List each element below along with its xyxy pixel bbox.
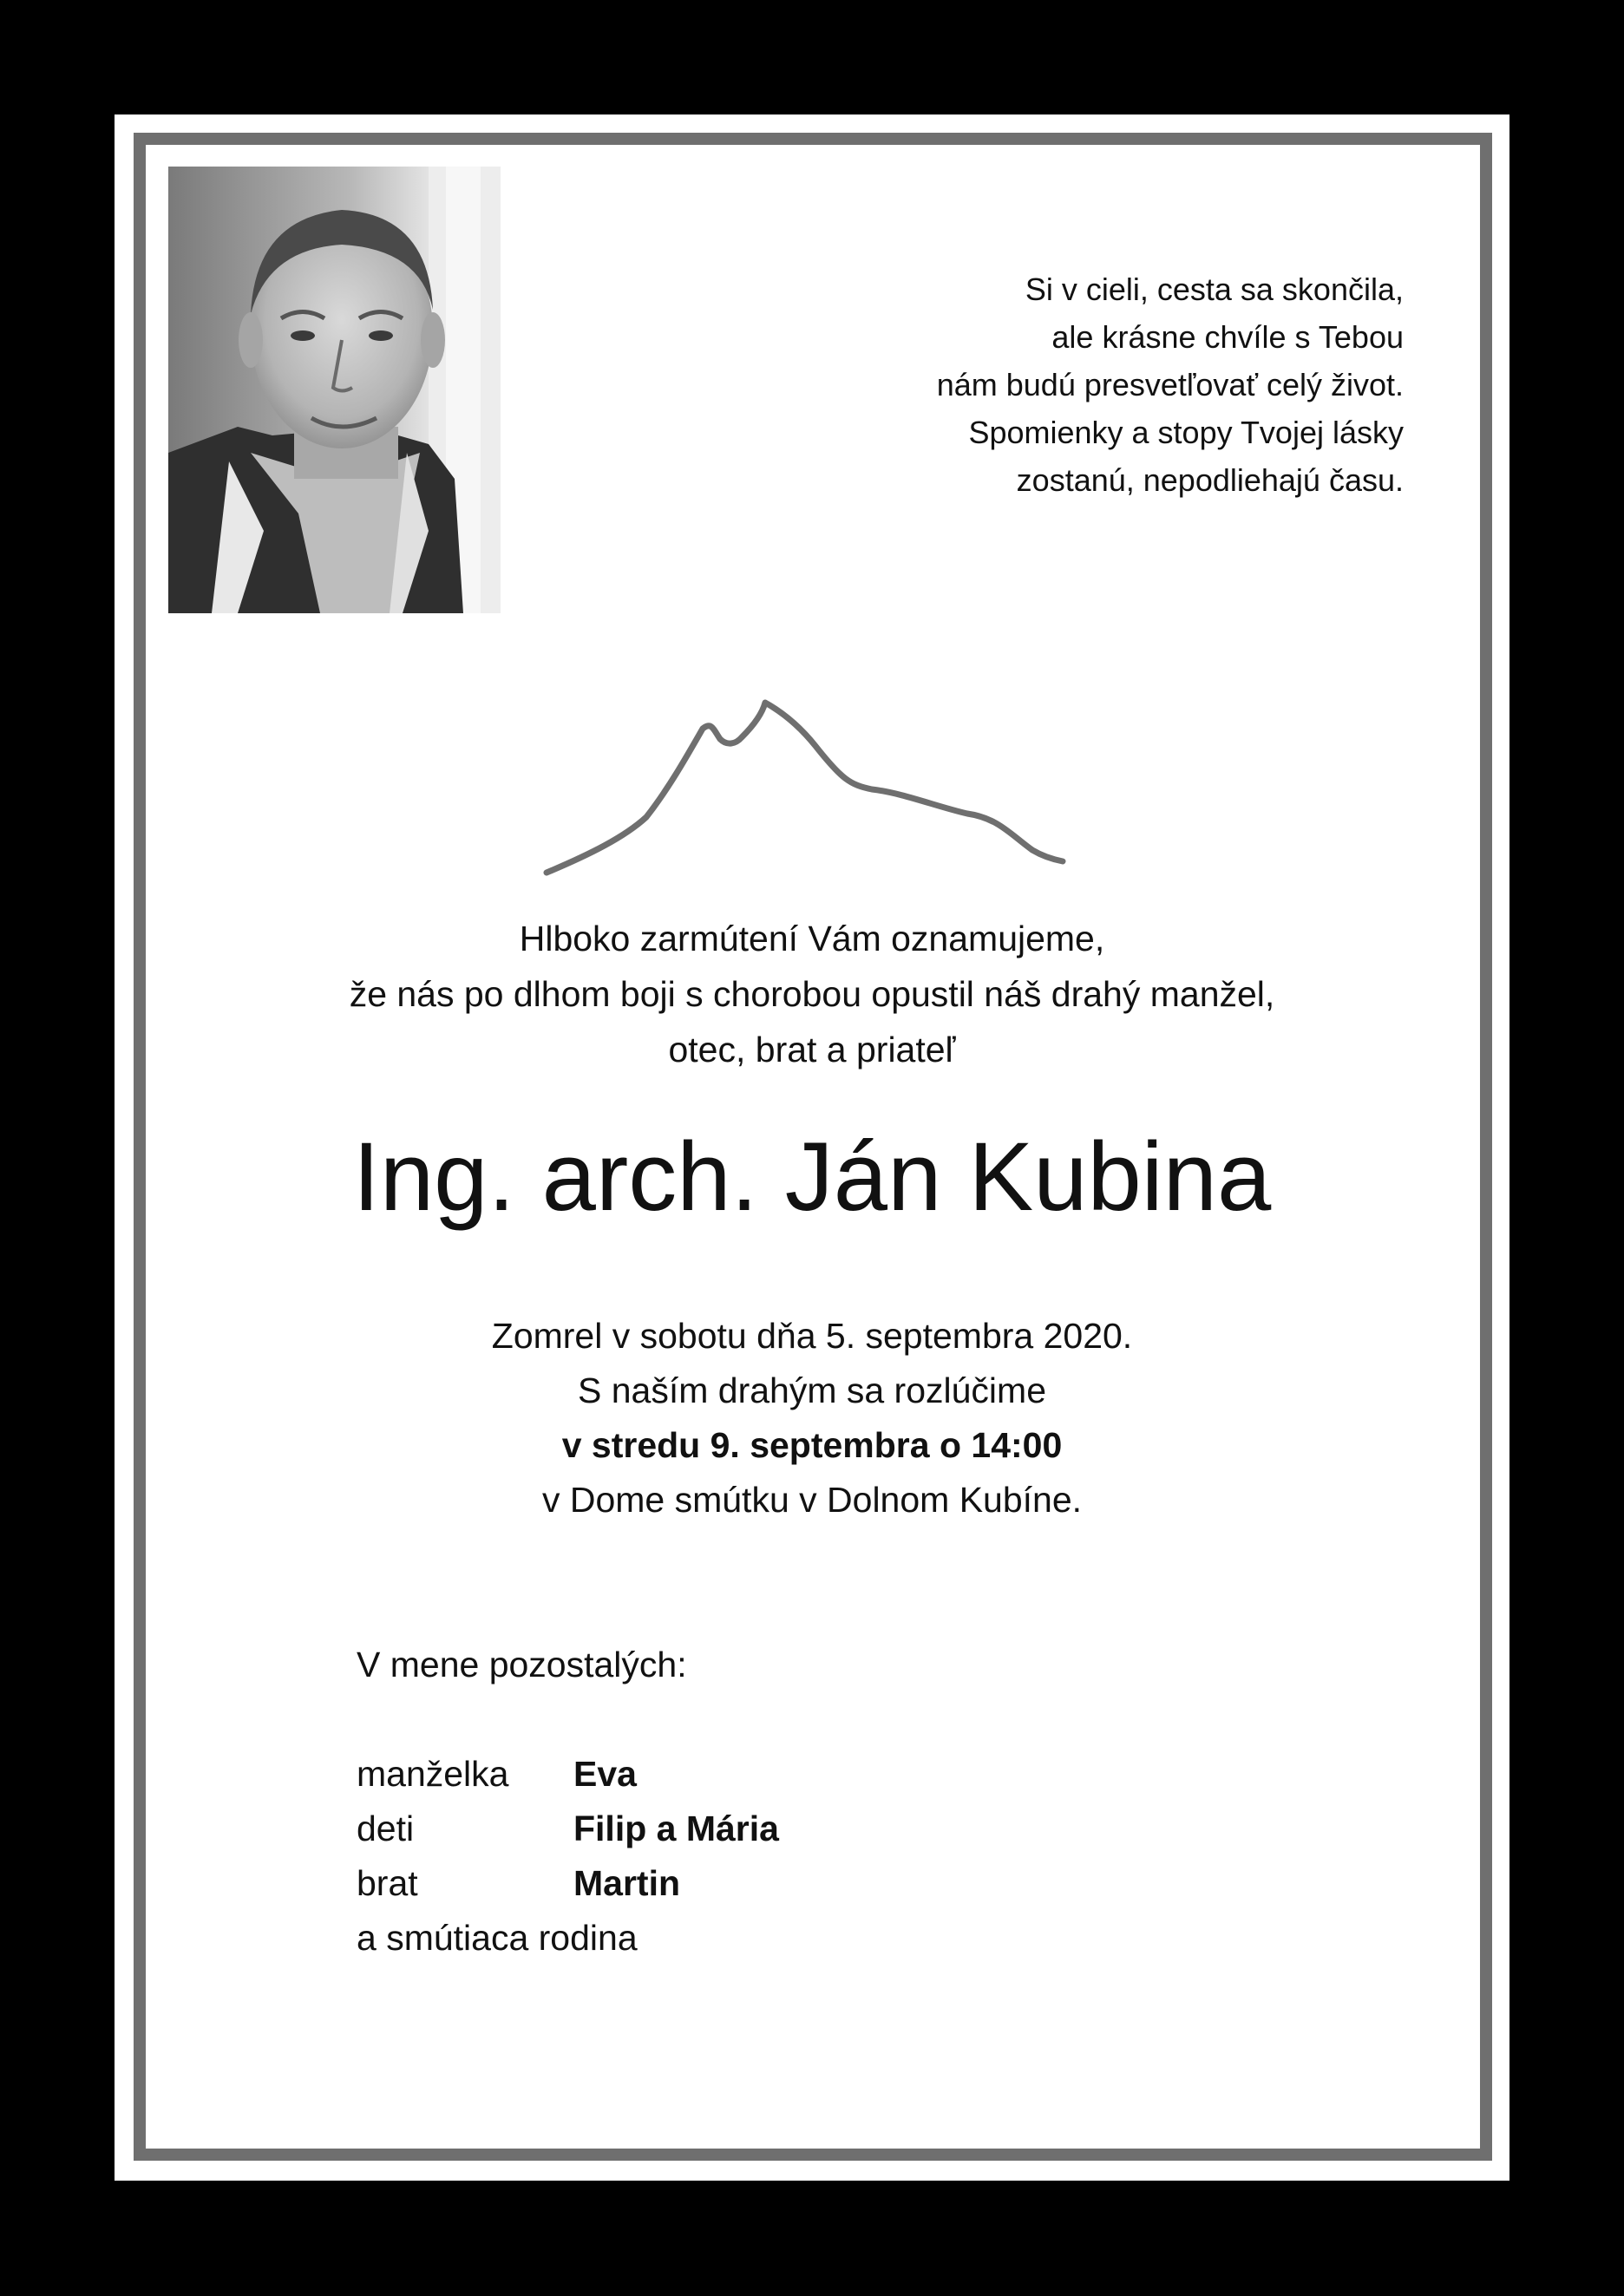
survivor-names: Filip a Mária	[573, 1809, 779, 1848]
survivor-relation: deti	[357, 1809, 415, 1848]
survivor-names: Martin	[573, 1863, 680, 1903]
survivor-names: Eva	[573, 1754, 637, 1794]
announcement-intro	[0, 911, 1624, 1077]
poem-line: ale krásne chvíle s Tebou	[1051, 319, 1404, 355]
survivor-relation: manželka	[357, 1754, 509, 1794]
poem-line: zostanú, nepodliehajú času.	[1016, 462, 1404, 498]
survivor-relation: brat	[357, 1863, 418, 1903]
survivor-row	[357, 1802, 779, 1856]
survivors-section	[357, 1638, 779, 1966]
ceremony-location: v Dome smútku v Dolnom Kubíne.	[541, 1480, 1083, 1520]
intro-line: otec, brat a priateľ	[668, 1030, 956, 1070]
deceased-name: Ing. arch. Ján Kubina	[352, 1122, 1272, 1231]
portrait-photo	[168, 167, 501, 613]
memorial-poem	[937, 265, 1404, 504]
intro-line: že nás po dlhom boji s chorobou opustil náš drahý manžel,	[349, 974, 1275, 1014]
poem-line: Spomienky a stopy Tvojej lásky	[968, 415, 1404, 450]
death-date-line: Zomrel v sobotu dňa 5. septembra 2020.	[491, 1316, 1133, 1356]
farewell-line: S naším drahým sa rozlúčime	[577, 1370, 1046, 1410]
intro-line: Hlboko zarmútení Vám oznamujeme,	[519, 919, 1105, 958]
survivors-heading: V mene pozostalých:	[357, 1645, 687, 1684]
survivor-row	[357, 1747, 779, 1802]
mountain-silhouette-icon	[529, 677, 1093, 889]
funeral-details	[0, 1309, 1624, 1527]
poem-line: nám budú presvetľovať celý život.	[936, 367, 1404, 402]
survivor-row	[357, 1856, 779, 1911]
poem-line: Si v cieli, cesta sa skončila,	[1025, 271, 1404, 307]
ceremony-datetime: v stredu 9. septembra o 14:00	[561, 1425, 1063, 1465]
survivors-closing: a smútiaca rodina	[357, 1918, 638, 1958]
